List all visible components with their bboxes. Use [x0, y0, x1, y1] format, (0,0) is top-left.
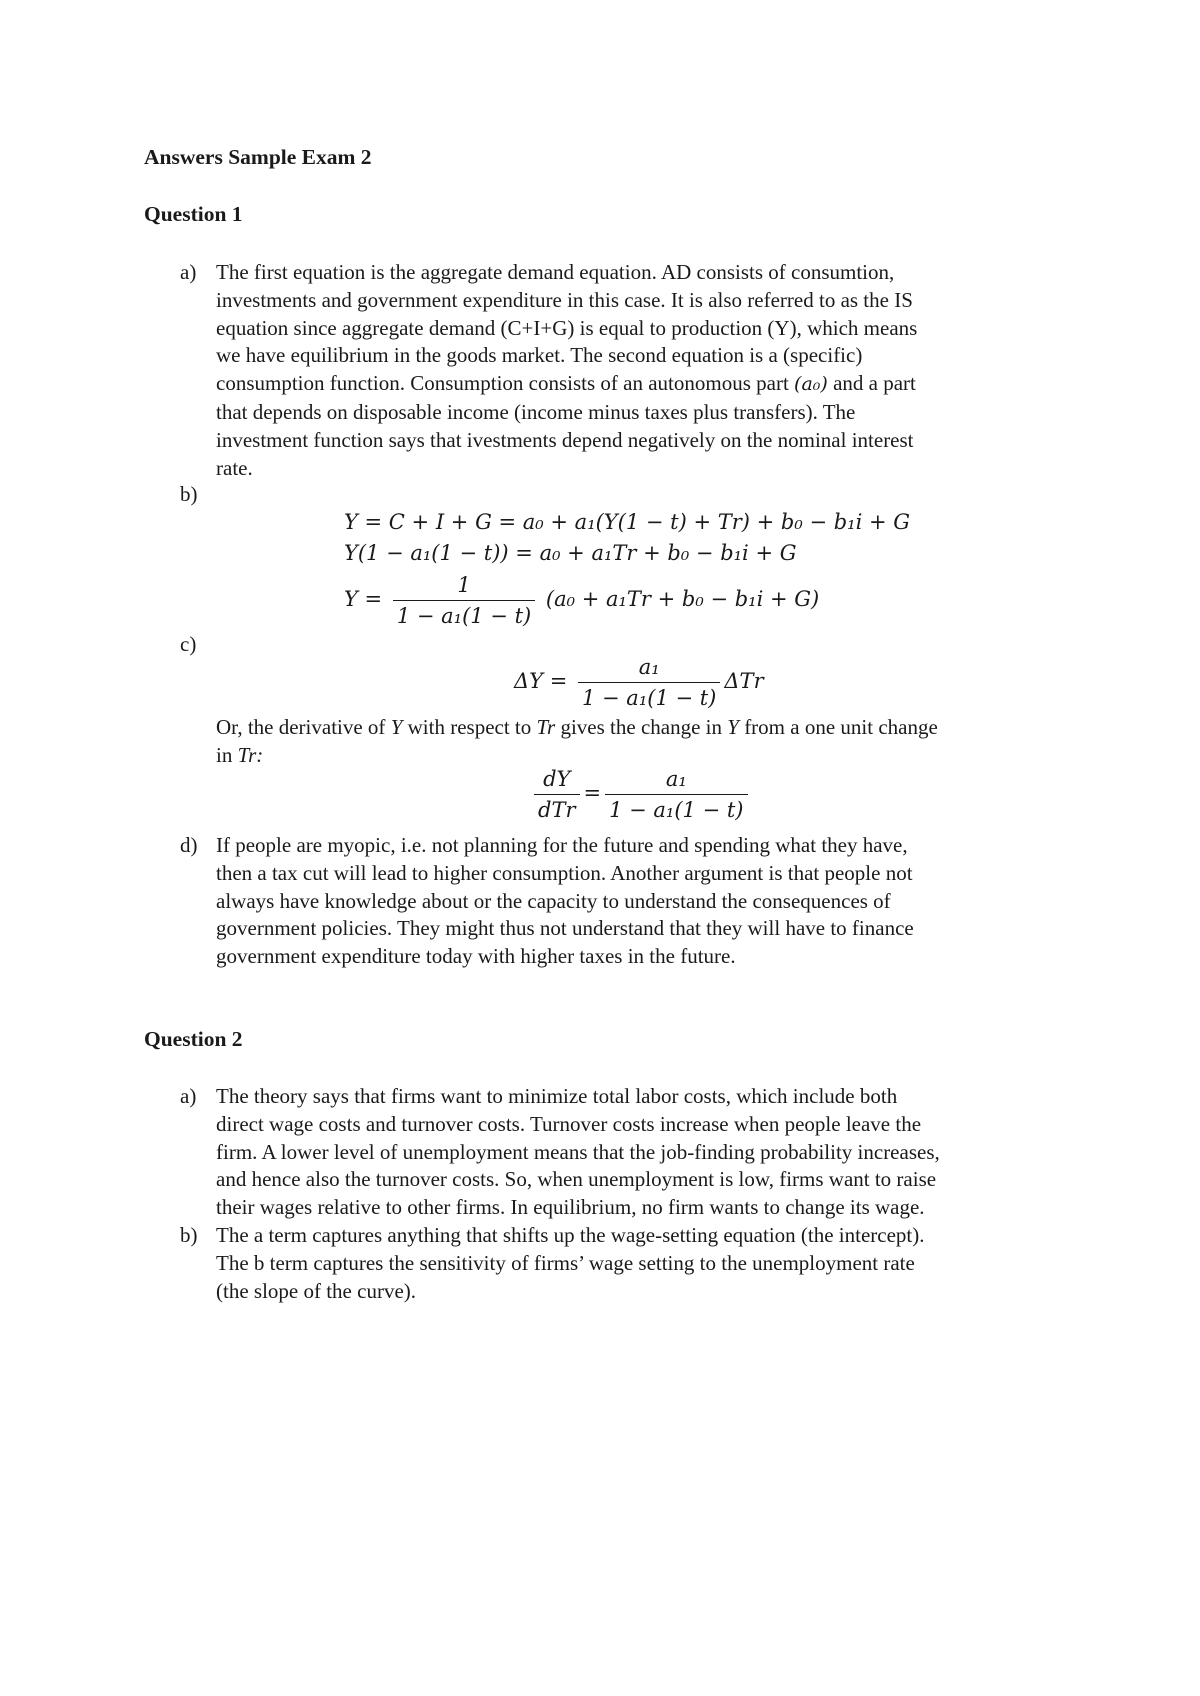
- fraction: [578, 652, 720, 713]
- question-2-part-a: [180, 1083, 1070, 1222]
- equals-sign: =: [583, 781, 602, 805]
- answer-line: government expenditure today with higher taxes in the future.: [216, 944, 736, 969]
- math-var: Tr:: [237, 742, 264, 767]
- part-b-label: b): [180, 1223, 198, 1247]
- derivative-equation: [530, 764, 752, 825]
- text-run: gives the change in: [555, 715, 728, 739]
- inline-math: (a₀): [794, 373, 828, 396]
- fraction-denominator: 1 − a₁(1 − t): [582, 686, 717, 710]
- part-c-label: c): [180, 632, 197, 656]
- fraction-denominator: dTr: [538, 798, 576, 822]
- fraction-numerator: dY: [534, 764, 580, 795]
- equation-3-lhs: Y =: [344, 587, 383, 611]
- answer-line: rate.: [216, 455, 253, 480]
- question-1-part-d: [180, 832, 1070, 971]
- question-2-part-b: [180, 1222, 1070, 1305]
- answer-line: The theory says that firms want to minimize total labor costs, which include both: [216, 1084, 898, 1108]
- part-d-label: d): [180, 833, 198, 857]
- text-run: with respect to: [402, 715, 537, 739]
- answer-line: The b term captures the sensitivity of firms’ wage setting to the unemployment rate: [216, 1250, 915, 1275]
- equation-3-rhs: (a₀ + a₁Tr + b₀ − b₁i + G): [545, 587, 820, 611]
- fraction-numerator: a₁: [578, 652, 720, 683]
- fraction-numerator: 1: [393, 570, 535, 601]
- answer-line: The a term captures anything that shifts up the wage-setting equation (the intercept).: [216, 1223, 925, 1247]
- fraction: [393, 570, 535, 631]
- answer-line: investments and government expenditure in this case. It is also referred to as the IS: [216, 287, 913, 312]
- answer-line: The first equation is the aggregate demand equation. AD consists of consumtion,: [216, 260, 895, 284]
- answer-line: equation since aggregate demand (C+I+G) is equal to production (Y), which means: [216, 315, 918, 340]
- document-title: Answers Sample Exam 2: [144, 145, 372, 169]
- answer-line: firm. A lower level of unemployment means that the job-finding probability increases,: [216, 1139, 940, 1164]
- answer-line: [216, 370, 1070, 399]
- fraction: [605, 764, 747, 825]
- equation-2: Y(1 − a₁(1 − t)) = a₀ + a₁Tr + b₀ − b₁i + G: [344, 541, 797, 565]
- part-a-label: a): [180, 260, 197, 284]
- text-run: from a one unit change: [738, 715, 938, 739]
- question-1-part-a: [180, 259, 1070, 482]
- answer-line: then a tax cut will lead to higher consumption. Another argument is that people not: [216, 860, 913, 885]
- fraction-denominator: 1 − a₁(1 − t): [609, 798, 744, 822]
- fraction-numerator: a₁: [605, 764, 747, 795]
- delta-equation: [514, 652, 764, 713]
- math-var: Tr: [536, 715, 556, 739]
- math-var: Y: [390, 715, 403, 739]
- answer-line: (the slope of the curve).: [216, 1278, 417, 1303]
- answer-line: government policies. They might thus not understand that they will have to finance: [216, 916, 914, 941]
- question-1-heading: Question 1: [144, 202, 243, 226]
- answer-line-tail: and a part: [827, 371, 916, 396]
- answer-line: we have equilibrium in the goods market. The second equation is a (specific): [216, 343, 863, 368]
- text-run: Or, the derivative of: [216, 715, 391, 739]
- answer-line: their wages relative to other firms. In equilibrium, no firm wants to change its wage.: [216, 1195, 925, 1220]
- answer-line: and hence also the turnover costs. So, when unemployment is low, firms want to raise: [216, 1167, 937, 1192]
- fraction-denominator: 1 − a₁(1 − t): [396, 604, 532, 628]
- answer-line-text: consumption function. Consumption consists of an autonomous part: [216, 371, 789, 396]
- math-var: Y: [727, 715, 739, 739]
- answer-line: always have knowledge about or the capacity to understand the consequences of: [216, 888, 891, 913]
- equation-3: [344, 570, 819, 631]
- answer-line: If people are myopic, i.e. not planning for the future and spending what they have,: [216, 833, 908, 857]
- answer-line: [216, 714, 1070, 742]
- delta-equation-lhs: ΔY =: [514, 669, 568, 693]
- fraction: [534, 764, 580, 825]
- part-a-label: a): [180, 1084, 197, 1108]
- question-2-heading: Question 2: [144, 1027, 243, 1051]
- question-1-part-c-text: [180, 714, 1070, 770]
- answer-line: investment function says that ivestments depend negatively on the nominal interest: [216, 427, 914, 452]
- part-b-label: b): [180, 482, 198, 506]
- delta-equation-rhs: ΔTr: [724, 669, 764, 693]
- equation-1: Y = C + I + G = a₀ + a₁(Y(1 − t) + Tr) + b₀ − b₁i + G: [344, 510, 911, 534]
- text-run: in: [216, 742, 238, 767]
- answer-line: that depends on disposable income (income minus taxes plus transfers). The: [216, 399, 856, 424]
- answer-line: direct wage costs and turnover costs. Turnover costs increase when people leave the: [216, 1111, 922, 1136]
